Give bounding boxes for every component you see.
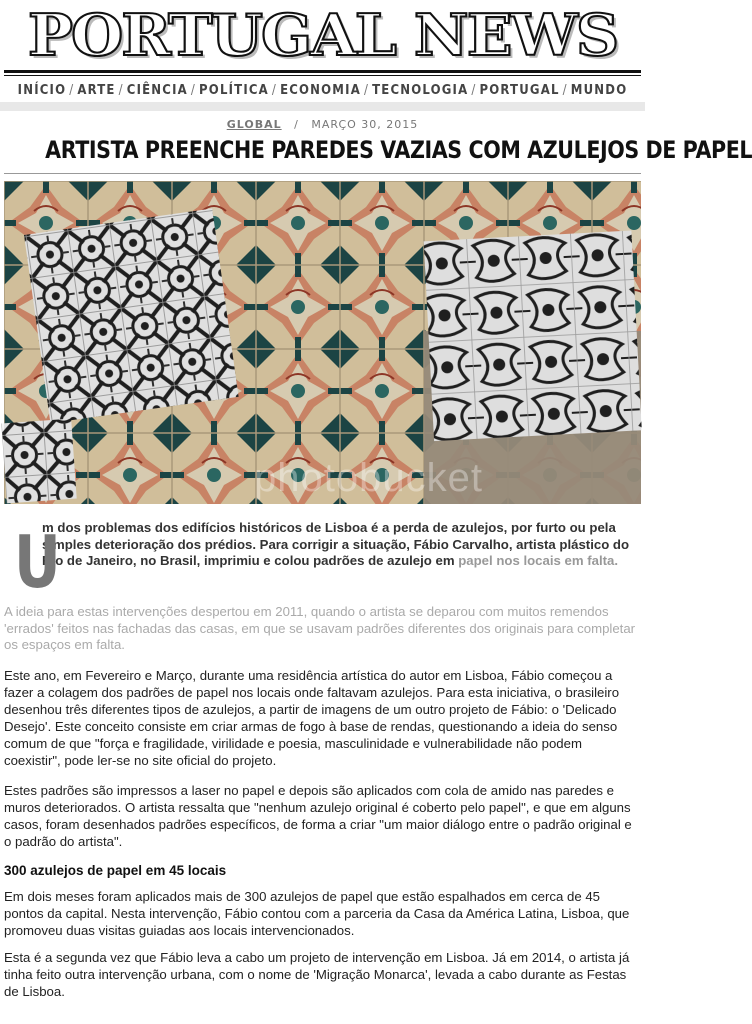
article-meta [0,118,645,131]
article-lead [4,520,641,604]
nav-separator: / [118,82,124,98]
masthead-banner[interactable] [0,0,645,72]
nav-item-tecnologia[interactable]: TECNOLOGIA [372,82,469,98]
nav-separator: / [471,82,477,98]
lead-text: m dos problemas dos edifícios históricos de Lisboa é a perda de azulejos, por furto ou pela simples deterioração dos prédios. Para corrigir a situação, Fábio Carvalho, artista plástico do Rio de Janeiro, no Brasil, imprimiu e colou padrões de azulejo em [42,520,630,568]
article-body [4,520,641,1000]
article-subheading: 300 azulejos de papel em 45 locais [4,862,227,878]
nav-separator: / [190,82,197,98]
masthead-rule-thin [4,75,641,76]
nav-separator: / [69,82,75,98]
headline-rule [4,173,641,174]
article-photo[interactable] [4,181,641,504]
nav-item-mundo[interactable]: MUNDO [570,82,628,98]
main-nav [0,80,645,100]
body-paragraph-1: Este ano, em Fevereiro e Março, durante uma residência artística do autor em Lisboa, Fábio começou a fazer a colagem dos padrões de papel nos locais onde faltavam azulejos. Para esta iniciativa, o brasileiro desenhou três diferentes tipos de azulejos, a partir de imagens de um outro projeto de Fábio: o 'Delicado Desejo'. Este conceito consiste em criar armas de fogo à base de rendas, questionando a ideia do senso comum de que "força e fragilidade, virilidade e poesia, masculinidade e vulnerabilidade não podem coexistir", pode ler-se no site oficial do projeto. [4,667,620,768]
photo-watermark: photobucket [254,456,483,500]
site-logo[interactable]: PORTUGAL NEWS [27,2,618,70]
nav-item-inicio[interactable]: INÍCIO [17,82,67,98]
category-link[interactable]: GLOBAL [226,118,282,131]
body-paragraph-3: Em dois meses foram aplicados mais de 300 azulejos de papel que estão espalhados em cerca de 45 pontos da capital. Nesta intervenção, Fábio contou com a parceria da Casa da América Latina, Lisboa, que promoveu duas visitas guiadas aos locais intervencionados. [4,888,630,938]
body-paragraph-2: Estes padrões são impressos a laser no papel e depois são aplicados com cola de amido nas paredes e muros deteriorados. O artista ressalta que "nenhum azulejo original é coberto pelo papel", e que em alguns casos, foram desenhados padrões específicos, de forma a criar "um maior diálogo entre o padrão original e o padrão do artista". [4,782,632,849]
nav-item-portugal[interactable]: PORTUGAL [479,82,560,98]
nav-item-politica[interactable]: POLÍTICA [199,82,269,98]
nav-underbar [0,102,645,111]
nav-item-arte[interactable]: ARTE [77,82,116,98]
meta-separator: / [294,118,299,131]
article-headline: ARTISTA PREENCHE PAREDES VAZIAS COM AZULEJOS DE PAPEL [45,136,752,164]
nav-separator: / [562,82,568,98]
intro-paragraph: A ideia para estas intervenções despertou em 2011, quando o artista se deparou com muitos remendos 'errados' feitos nas fachadas das casas, em que se usavam padrões diferentes dos originais para completar os espaços em falta. [4,604,636,652]
lead-text-tail: papel nos locais em falta. [454,553,619,568]
article-date: MARÇO 30, 2015 [311,118,419,131]
nav-separator: / [271,82,278,98]
nav-separator: / [363,82,370,98]
nav-item-ciencia[interactable]: CIÊNCIA [126,82,188,98]
nav-item-economia[interactable]: ECONOMIA [280,82,361,98]
body-paragraph-4: Esta é a segunda vez que Fábio leva a cabo um projeto de intervenção em Lisboa. Já em 2014, o artista já tinha feito outra intervenção urbana, com o nome de 'Migração Monarca', levada a cabo durante as Festas de Lisboa. [4,949,630,999]
masthead-rule-thick [4,70,641,73]
dropcap-letter: U [14,520,61,604]
